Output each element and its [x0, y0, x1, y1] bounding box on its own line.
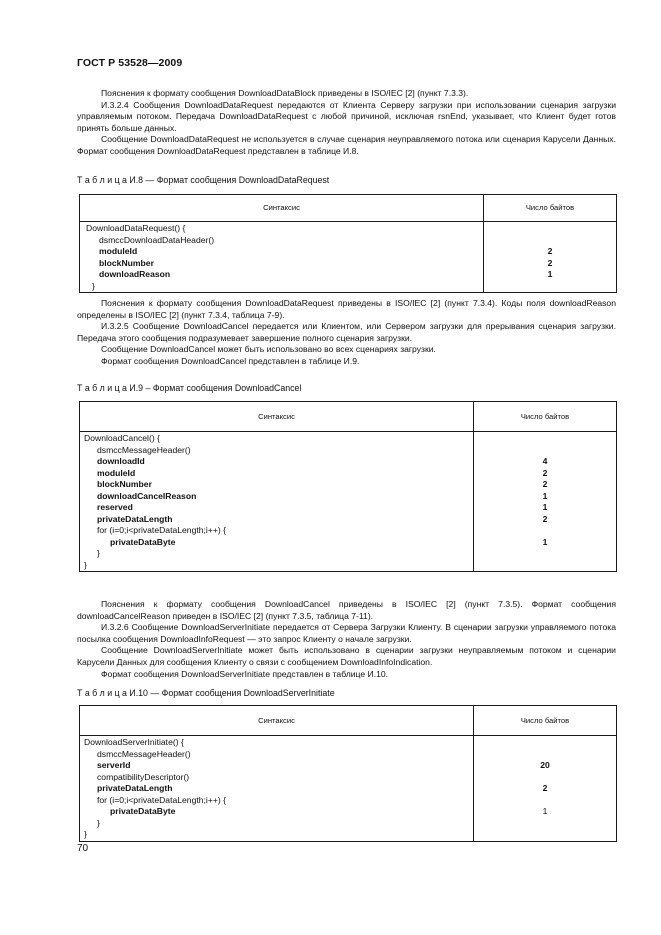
byte-count: 20: [540, 760, 550, 770]
byte-count: [474, 433, 616, 445]
table-row: moduleId: [97, 467, 136, 478]
table-row: blockNumber: [99, 257, 154, 268]
table-row: compatibilityDescriptor(): [97, 771, 190, 782]
byte-count: 1: [547, 269, 553, 279]
byte-count: [474, 818, 616, 830]
byte-count: [474, 548, 616, 560]
byte-count: 1: [542, 536, 548, 547]
table-row: privateDataLength: [97, 513, 173, 524]
table-9-bytes-cell: [474, 432, 617, 572]
table-row: }: [97, 817, 100, 828]
table-row: downloadReason: [99, 269, 171, 279]
table-row: serverId: [97, 760, 131, 770]
byte-count: [474, 737, 616, 749]
table-9-header-syntax: Синтаксис: [80, 402, 474, 432]
table-row: privateDataLength: [97, 783, 173, 793]
table-row: blockNumber: [97, 479, 152, 489]
byte-count: [474, 772, 616, 784]
byte-count: 1: [542, 502, 548, 512]
byte-count: 2: [542, 513, 548, 524]
table-8: [79, 194, 617, 293]
mid1-paragraph-4: Формат сообщения DownloadCancel представлен в таблице И.9.: [101, 355, 360, 366]
table-row: DownloadDataRequest() {: [86, 223, 186, 233]
table-row: privateDataByte: [110, 536, 176, 547]
mid1-paragraph-3: Сообщение DownloadCancel может быть использовано во всех сценариях загрузки.: [101, 344, 436, 355]
table-row: downloadId: [97, 456, 145, 466]
table-row: }: [92, 280, 95, 291]
byte-count: 2: [542, 783, 548, 793]
table-10-syntax-cell: [80, 736, 474, 842]
table-10: [79, 705, 617, 842]
intro-paragraph-3: Сообщение DownloadDataRequest не используется в случае сценария неуправляемого потока или сценария Карусели Данных. Формат сообщения DownloadDataRequest представлен в таблице И.8.: [77, 134, 616, 156]
intro-section: [77, 88, 616, 158]
byte-count: [474, 560, 616, 572]
intro-paragraph-1: Пояснения к формату сообщения DownloadDataBlock приведены в ISO/IEC [2] (пункт 7.3.3).: [101, 88, 469, 98]
table-9-syntax-cell: [80, 432, 474, 572]
byte-count: [474, 445, 616, 457]
byte-count: [474, 749, 616, 761]
byte-count: 2: [547, 246, 553, 256]
table-10-caption: Т а б л и ц а И.10 — Формат сообщения DownloadServerInitiate: [77, 688, 335, 698]
table-row: dsmccMessageHeader(): [97, 444, 191, 455]
table-10-header-syntax: Синтаксис: [80, 706, 474, 736]
table-row: for (i=0;i<privateDataLength;i++) {: [97, 794, 226, 805]
table-9: [79, 401, 617, 572]
table-row: }: [97, 548, 100, 558]
table-row: downloadCancelReason: [97, 490, 197, 501]
byte-count: 1: [542, 490, 548, 501]
table-8-bytes-cell: [484, 222, 617, 293]
table-9-caption: Т а б л и ц а И.9 – Формат сообщения DownloadCancel: [77, 383, 302, 393]
byte-count: [474, 829, 616, 841]
intro-paragraph-2: И.3.2.4 Сообщения DownloadDataRequest передаются от Клиента Серверу загрузки при использовании сценария загрузки управляемым потоком. Передача DownloadDataRequest с любой причиной, исключая rsnEnd, указывает, что Клиент будет готов принять больше данных.: [77, 99, 616, 133]
byte-count: [474, 795, 616, 807]
mid1-paragraph-1: Пояснения к формату сообщения DownloadDataRequest приведены в ISO/IEC [2] (пункт 7.3.4). Коды поля downloadReason определены в ISO/IEC [2] (пункт 7.3.4, таблица 7-9).: [77, 298, 616, 320]
mid2-paragraph-2: И.3.2.6 Сообщение DownloadServerInitiate передается от Сервера Загрузки Клиенту. В сценарии загрузки управляемого потока посылка сообщения DownloadInfoRequest — это запрос Клиенту о начале загрузки.: [77, 622, 616, 644]
byte-count: [474, 525, 616, 537]
page-number: 70: [77, 843, 89, 854]
mid-section-2: [77, 599, 616, 680]
byte-count: [484, 235, 616, 247]
table-9-header-bytes: Число байтов: [474, 402, 617, 432]
table-8-caption: Т а б л и ц а И.8 — Формат сообщения DownloadDataRequest: [77, 175, 330, 185]
table-8-syntax-cell: [80, 222, 484, 293]
mid2-paragraph-1: Пояснения к формату сообщения DownloadCancel приведены в ISO/IEC [2] (пункт 7.3.5). Формат сообщения downloadCancelReason приведен в ISO/IEC [2] (пункт 7.3.5, таблица 7-11).: [77, 599, 616, 621]
table-8-header-syntax: Синтаксис: [80, 195, 484, 222]
table-8-header-bytes: Число байтов: [484, 195, 617, 222]
byte-count: 1: [542, 806, 548, 816]
table-row: for (i=0;i<privateDataLength;i++) {: [97, 525, 226, 535]
table-row: privateDataByte: [110, 806, 176, 816]
byte-count: 4: [542, 456, 548, 466]
mid1-paragraph-2: И.3.2.5 Сообщение DownloadCancel передается или Клиентом, или Сервером загрузки для прерывания сценария загрузки. Передача этого сообщения подразумевает завершение полного сценария загрузки.: [77, 321, 616, 343]
table-row: }: [84, 559, 87, 570]
byte-count: [484, 223, 616, 235]
mid2-paragraph-3: Сообщение DownloadServerInitiate может быть использовано в сценарии загрузки неуправляемым потоком и сценарии Карусели Данных для сообщения Клиенту о связи с сообщением DownloadInfoIndication.: [77, 645, 616, 667]
table-row: moduleId: [99, 246, 138, 256]
byte-count: 2: [542, 467, 548, 478]
table-row: }: [84, 829, 87, 839]
byte-count: 2: [547, 257, 553, 268]
byte-count: 2: [542, 479, 548, 489]
table-row: DownloadCancel() {: [84, 433, 160, 443]
mid-section-1: [77, 298, 616, 368]
byte-count: [484, 281, 616, 293]
mid2-paragraph-4: Формат сообщения DownloadServerInitiate представлен в таблице И.10.: [101, 668, 389, 679]
table-row: dsmccMessageHeader(): [97, 748, 191, 759]
document-header: ГОСТ Р 53528—2009: [77, 57, 183, 69]
table-row: dsmccDownloadDataHeader(): [99, 234, 215, 245]
table-row: reserved: [97, 502, 133, 512]
table-10-bytes-cell: [474, 736, 617, 842]
table-row: DownloadServerInitiate() {: [84, 737, 184, 747]
table-10-header-bytes: Число байтов: [474, 706, 617, 736]
